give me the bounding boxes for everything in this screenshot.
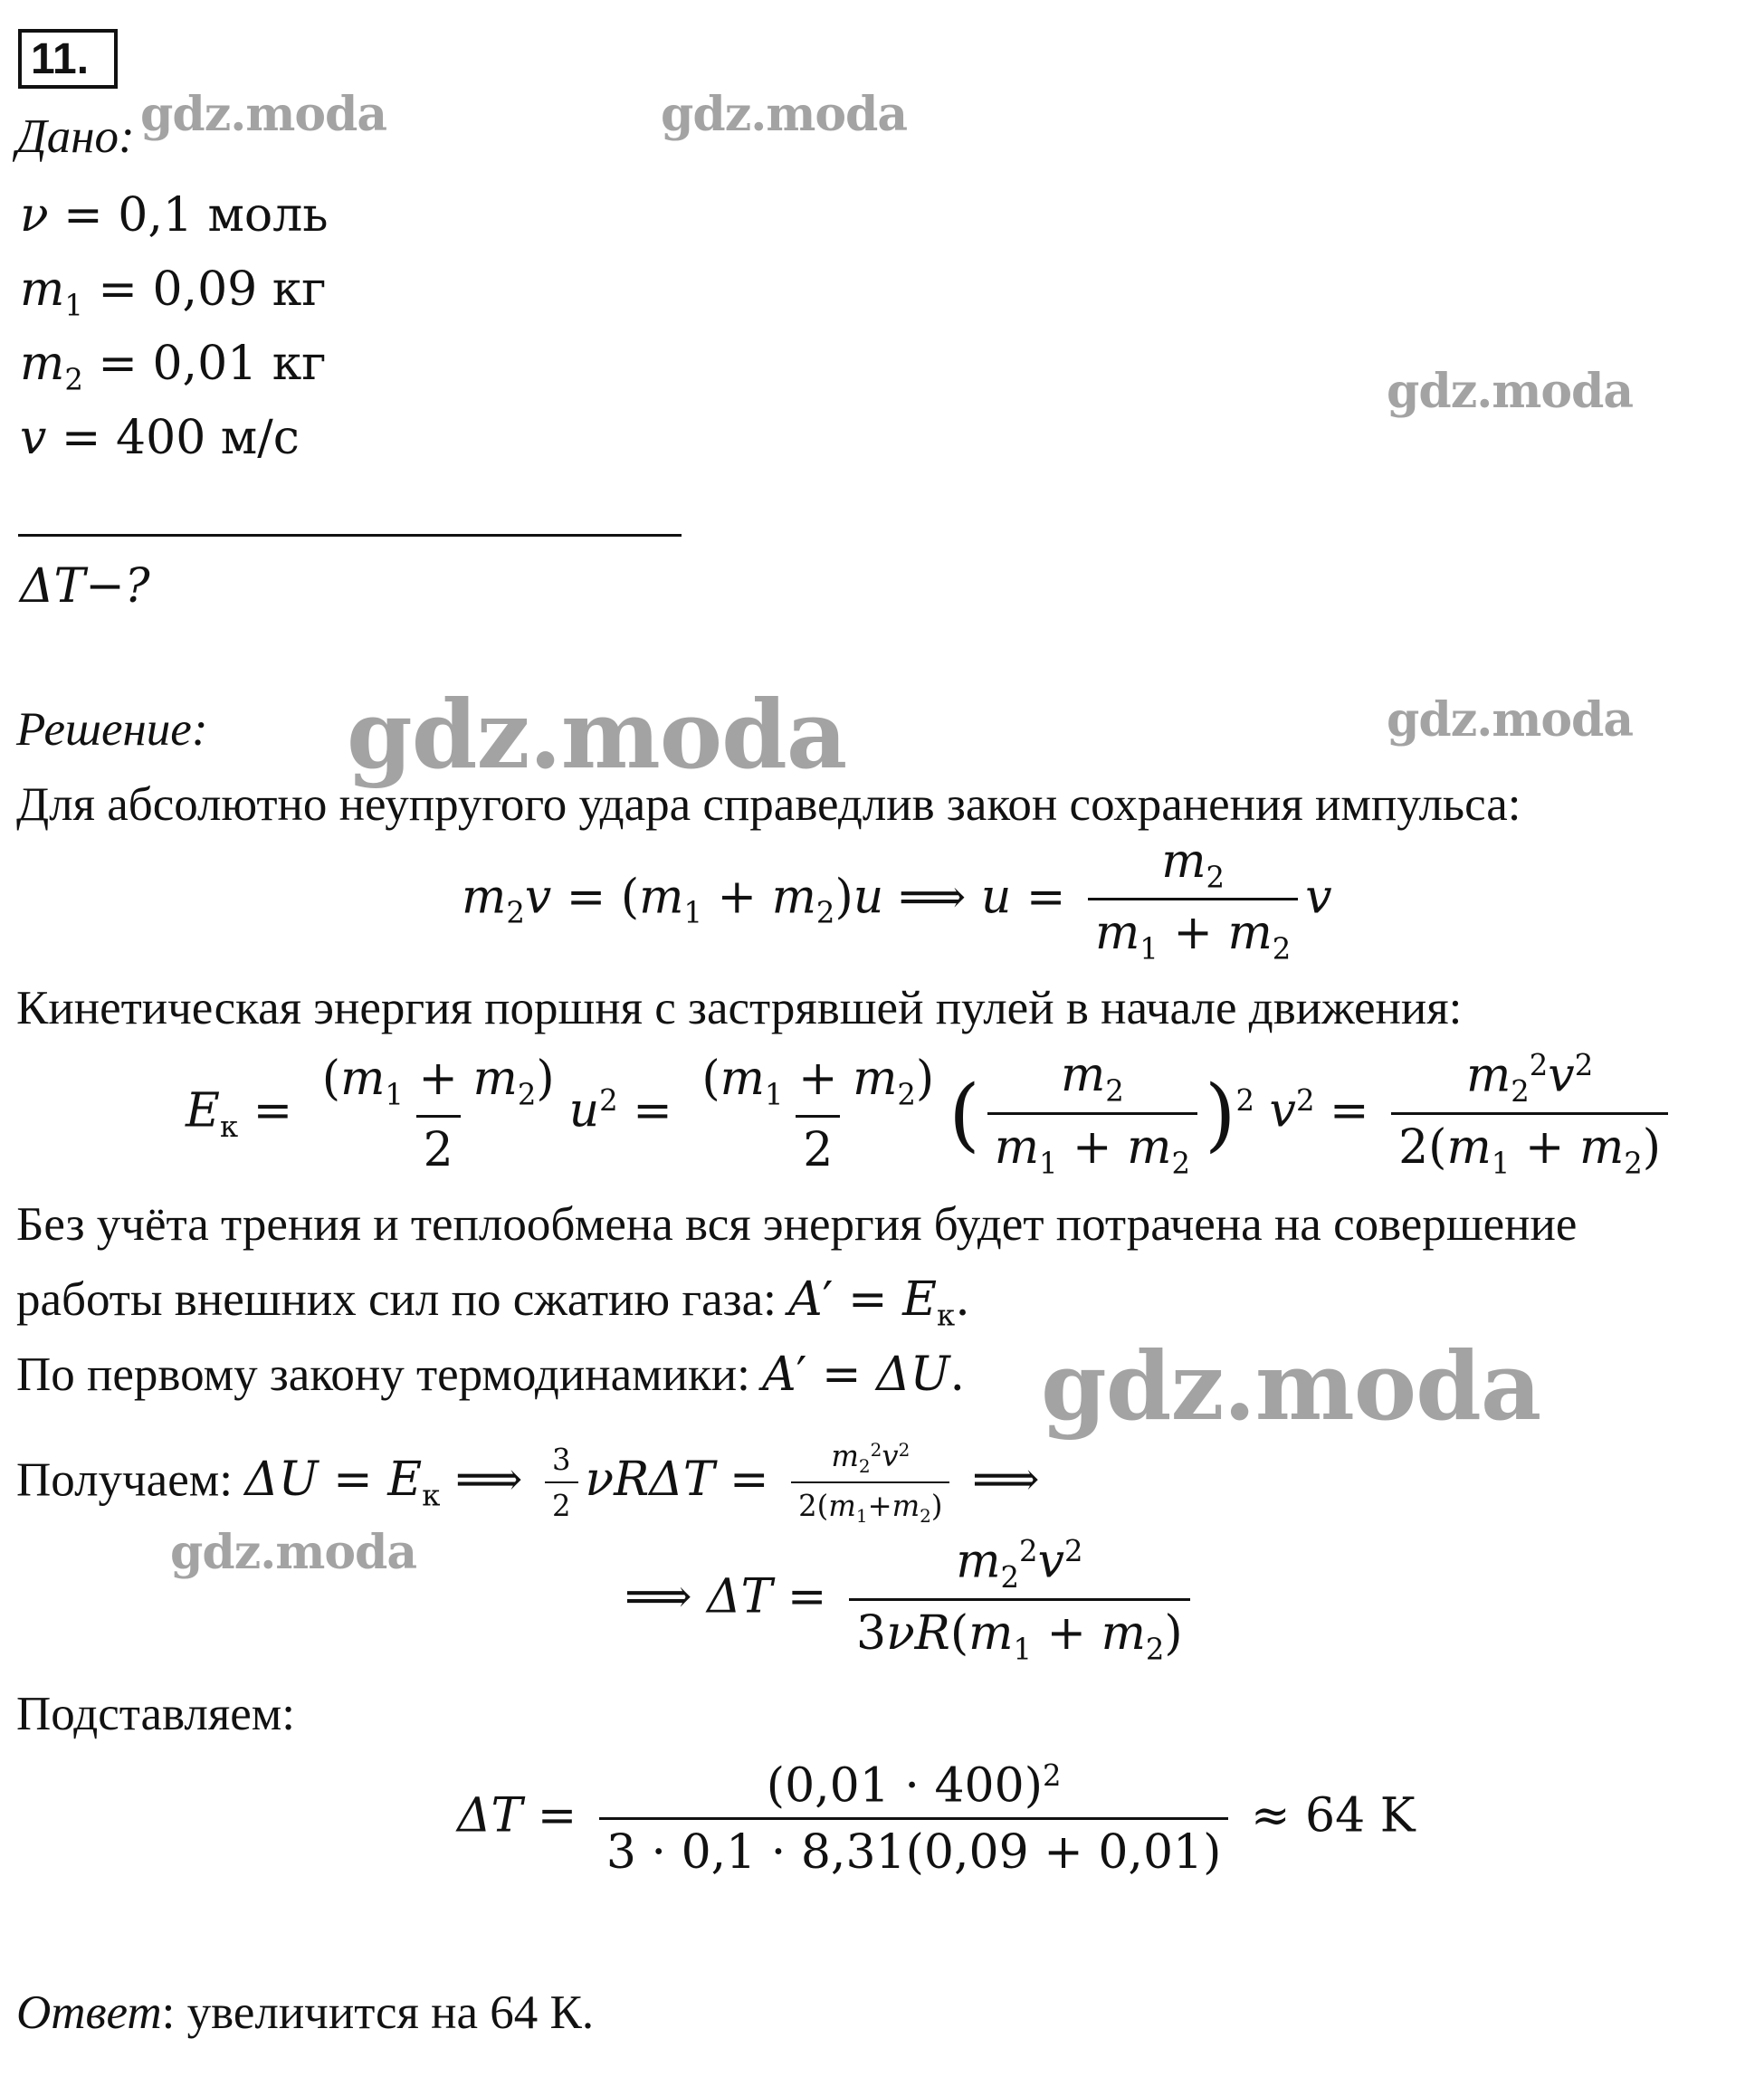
work-equation: $A' = E_к$. xyxy=(788,1272,970,1333)
substitution-result: ≈ 64 K xyxy=(1250,1788,1416,1843)
formula-momentum: $m_2v = (m_1 + m_2)u$ ⟹ u = $\frac{m_2}{m_1 + m_2}$ v xyxy=(462,834,1332,967)
watermark: gdz.moda xyxy=(1387,364,1634,419)
fraction: $\frac{m_2}{m_1 + m_2}$ xyxy=(1088,834,1298,967)
watermark: gdz.moda xyxy=(1041,1330,1541,1442)
watermark: gdz.moda xyxy=(1387,692,1634,748)
given-line-v xyxy=(20,411,300,465)
watermark: gdz.moda xyxy=(661,87,908,142)
formula-kinetic-energy: $E_к$ = $\frac{(m_1 + m_2)}{2}$ $u^2$ = $\frac{(m_1 + m_2)}{2}$ ( $\frac{m_2}{m_1 + m_2}$ )$^2$ $v^2$ = $\frac{m_2^2v^2}{2(m_1 + m_2)}$ xyxy=(186,1048,1675,1180)
given-var: ν xyxy=(20,188,49,243)
paragraph-first-law xyxy=(16,1347,965,1405)
first-law-text: По первому закону термодинамики: xyxy=(16,1348,750,1401)
answer-label: Ответ xyxy=(16,1986,162,2039)
solution-label: Решение: xyxy=(16,703,208,756)
paragraph-substitute: Подставляем: xyxy=(16,1688,296,1740)
given-value: = 0,1 моль xyxy=(63,188,329,243)
first-law-equation: A′ = ΔU. xyxy=(762,1348,966,1402)
watermark: gdz.moda xyxy=(347,679,847,790)
given-value: = 400 м/с xyxy=(61,411,300,465)
given-line-nu xyxy=(20,188,329,243)
watermark: gdz.moda xyxy=(170,1525,417,1580)
problem-number: 11. xyxy=(18,29,118,89)
paragraph-result xyxy=(16,1439,1040,1528)
given-value: = 0,09 кг xyxy=(98,262,327,317)
substitution-numerator: (0,01 · 400) xyxy=(766,1758,1043,1814)
given-line-m2 xyxy=(20,337,327,396)
given-var: m xyxy=(20,337,65,391)
result-equation: $\Delta U = E_к$ ⟹ $\frac{3}{2}$ νRΔT = $\frac{m_2^2v^2}{2(m_1+m_2)}$ ⟹ xyxy=(244,1439,1040,1527)
given-var: v xyxy=(20,411,47,465)
formula-delta-t: ⟹ ΔT = $\frac{m_2^2v^2}{3\nu R(m_1 + m_2)}$ xyxy=(625,1534,1197,1666)
given-sub: 1 xyxy=(64,288,83,323)
find-quantity: ΔT−? xyxy=(20,559,150,614)
given-line-m1 xyxy=(20,262,327,322)
given-sub: 2 xyxy=(64,362,83,397)
given-value: = 0,01 кг xyxy=(98,337,327,391)
paragraph-work-2 xyxy=(16,1272,970,1333)
answer xyxy=(16,1985,594,2043)
given-var: m xyxy=(20,262,65,317)
substitution-denominator: 3 · 0,1 · 8,31(0,09 + 0,01) xyxy=(599,1817,1229,1880)
formula-substitution: ΔT = $\frac{(0,01 \cdot 400)^2}{3 \cdot 0,1 \cdot 8,31(0,09 + 0,01)}$ ≈ 64 K xyxy=(457,1758,1416,1880)
paragraph-kinetic: Кинетическая энергия поршня с застрявшей пулей в начале движения: xyxy=(16,982,1463,1034)
result-text: Получаем: xyxy=(16,1453,233,1507)
given-divider xyxy=(18,534,682,537)
paragraph-work-1: Без учёта трения и теплообмена вся энергия будет потрачена на совершение xyxy=(16,1198,1578,1251)
paragraph-work-text: работы внешних сил по сжатию газа: xyxy=(16,1273,777,1326)
given-label: Дано: xyxy=(16,110,135,163)
answer-text: : увеличится на 64 К. xyxy=(161,1986,595,2039)
watermark: gdz.moda xyxy=(140,87,387,142)
paragraph-momentum: Для абсолютно неупругого удара справедлив закон сохранения импульса: xyxy=(16,778,1521,831)
